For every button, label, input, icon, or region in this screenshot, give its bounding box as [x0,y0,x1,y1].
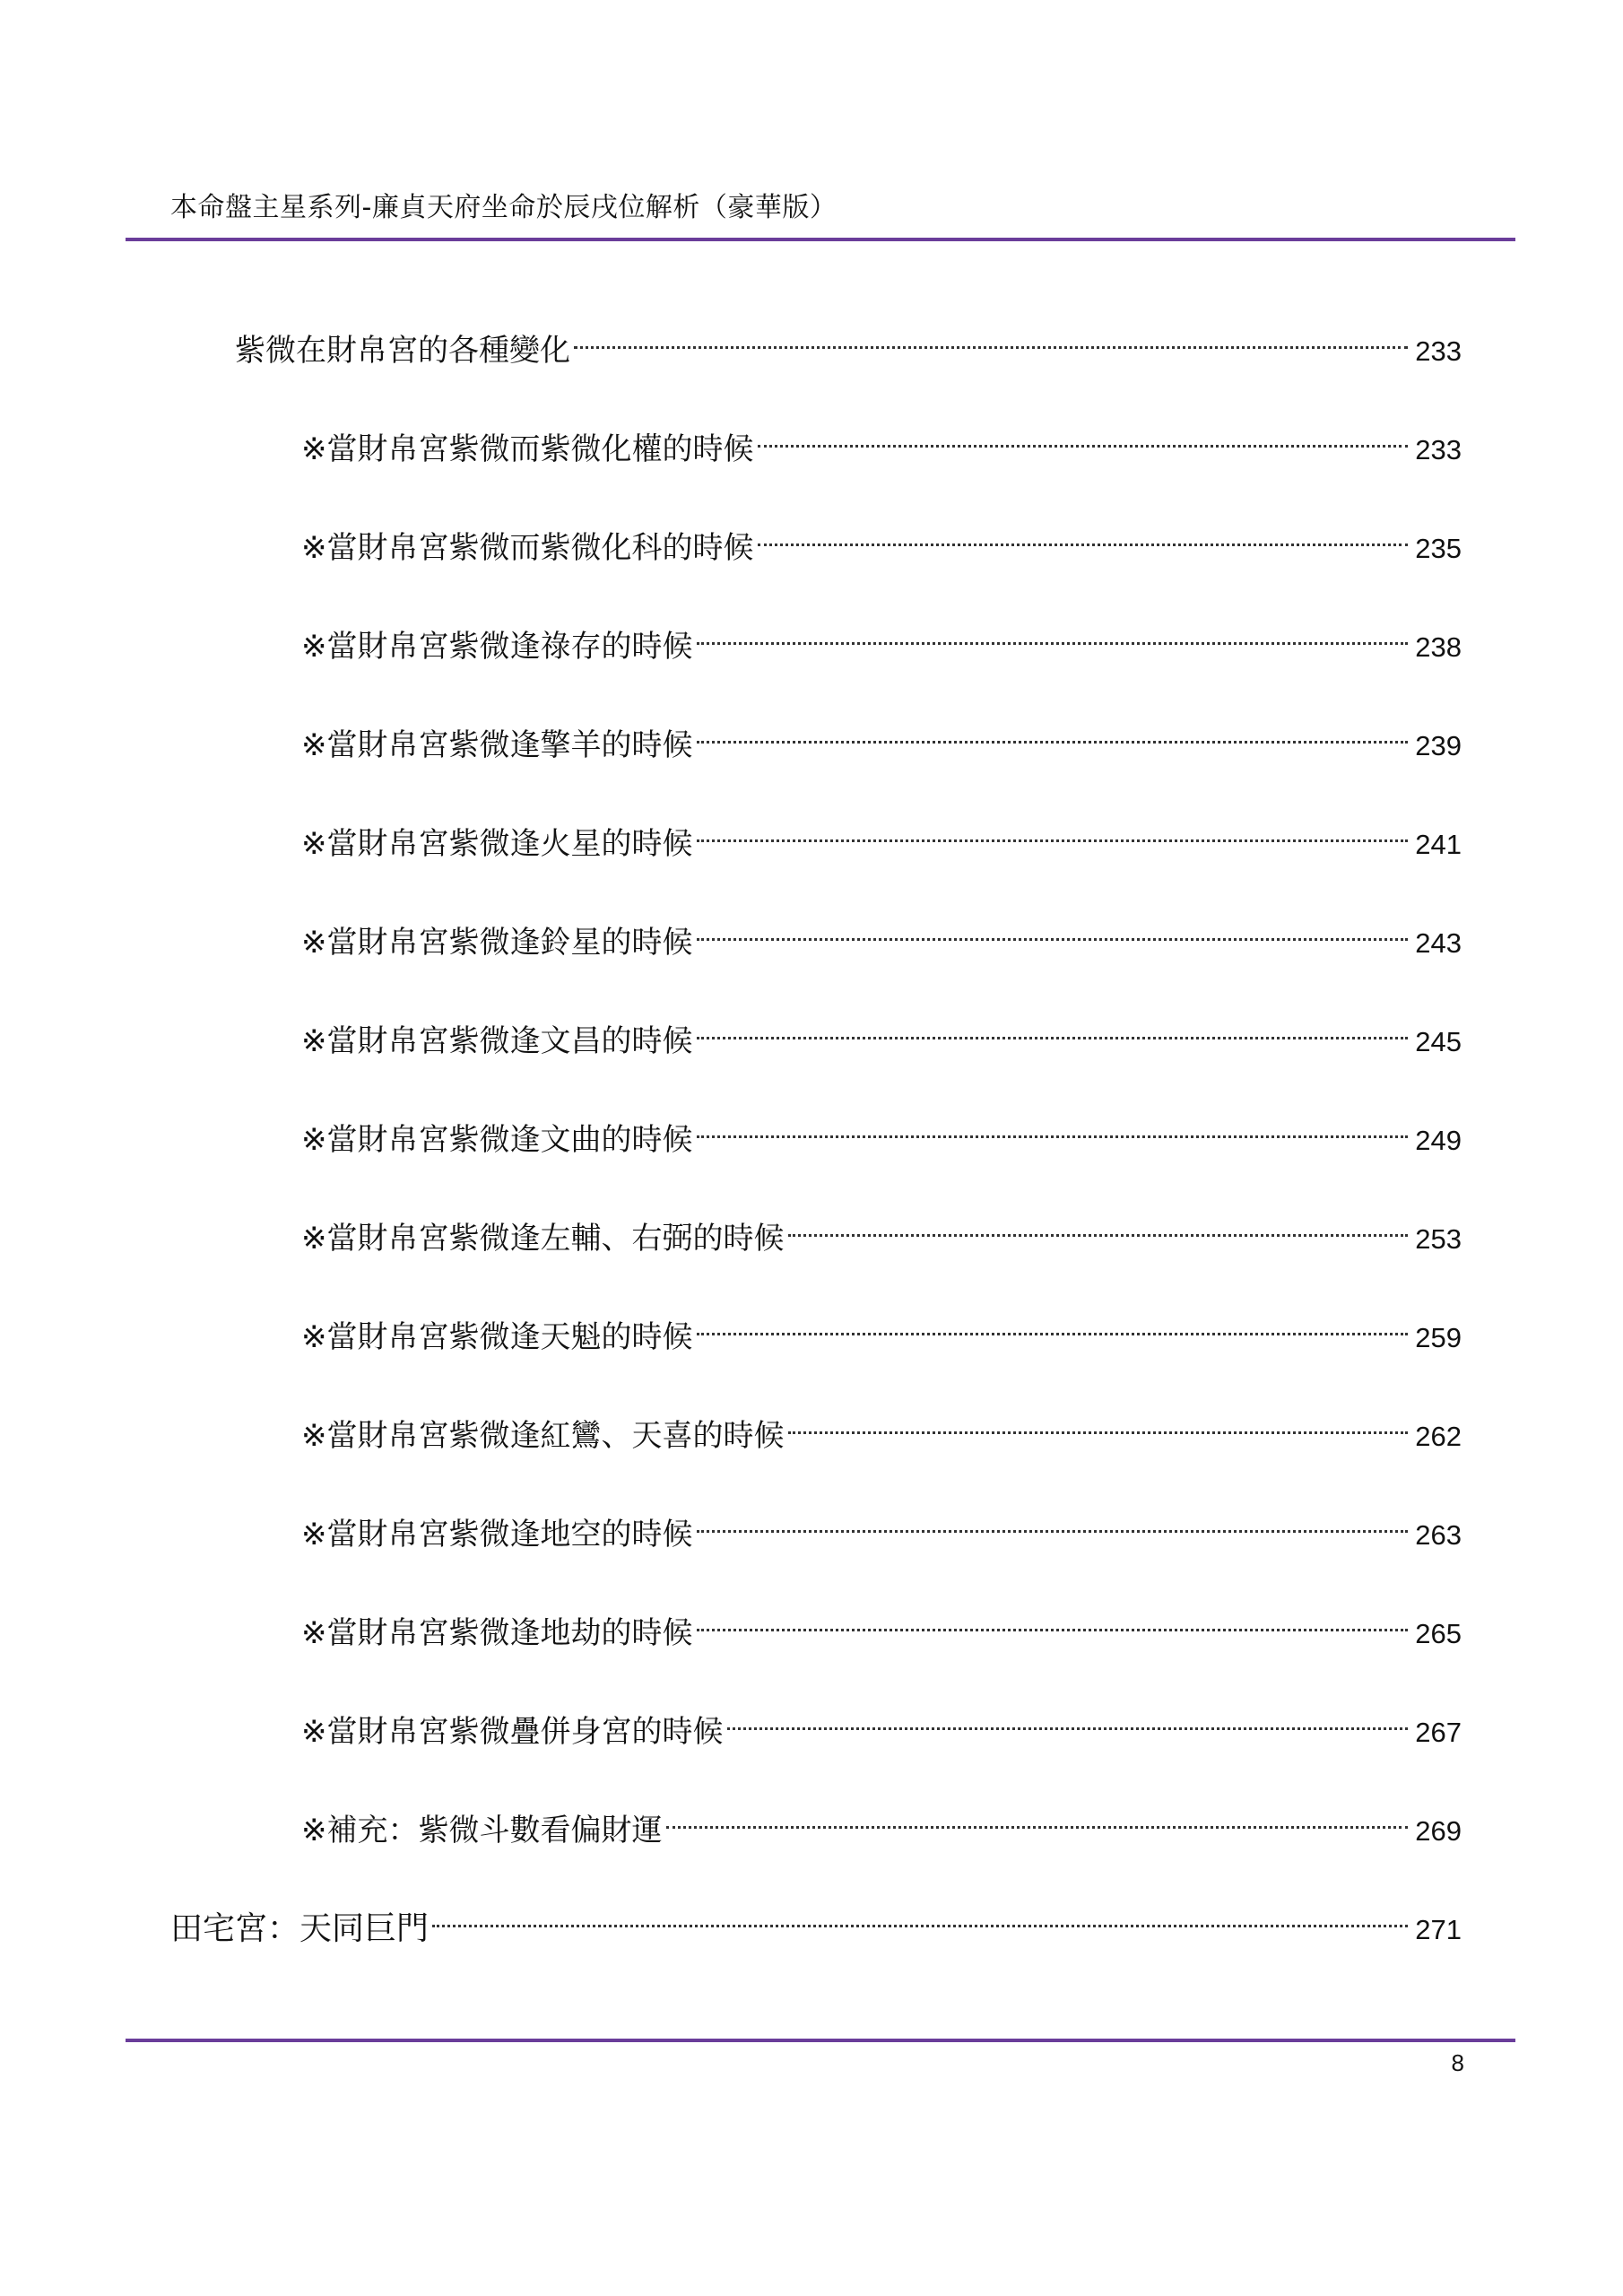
toc-entry-title: ※當財帛宮紫微逢火星的時候 [301,826,693,862]
toc-entry[interactable] [301,508,1462,566]
running-header: 本命盤主星系列-廉貞天府坐命於辰戌位解析（豪華版） [170,192,838,223]
toc-page-number: 249 [1415,1125,1462,1156]
toc-dot-leader [788,1396,1409,1446]
toc-entry[interactable] [301,1100,1462,1158]
toc-entry-title: ※當財帛宮紫微逢文昌的時候 [301,1023,693,1059]
toc-dot-leader [697,606,1409,657]
toc-dot-leader [697,1001,1409,1051]
toc-entry-title: ※當財帛宮紫微而紫微化科的時候 [301,530,754,566]
toc-entry[interactable] [301,409,1462,467]
toc-page-number: 233 [1415,335,1462,367]
toc-page-number: 253 [1415,1223,1462,1255]
toc-page-number: 238 [1415,631,1462,663]
toc-entry[interactable] [301,606,1462,665]
toc-dot-leader [727,1692,1409,1742]
toc-dot-leader [788,1198,1409,1248]
toc-dot-leader [697,1593,1409,1643]
toc-entry[interactable] [301,1790,1462,1848]
toc-dot-leader [758,409,1409,459]
toc-dot-leader [697,902,1409,952]
toc-dot-leader [697,1297,1409,1347]
toc-dot-leader [758,508,1409,558]
toc-dot-leader [432,1889,1408,1939]
toc-entry-title: ※當財帛宮紫微而紫微化權的時候 [301,431,754,467]
toc-page-number: 262 [1415,1421,1462,1452]
toc-page-number: 267 [1415,1717,1462,1748]
toc-entry-title: ※補充：紫微斗數看偏財運 [301,1813,663,1848]
toc-entry-title: ※當財帛宮紫微逢天魁的時候 [301,1319,693,1355]
toc-entry-title: ※當財帛宮紫微逢祿存的時候 [301,629,693,665]
toc-page-number: 269 [1415,1815,1462,1847]
toc-entry-title: ※當財帛宮紫微逢左輔、右弼的時候 [301,1221,785,1257]
toc-page-number: 263 [1415,1519,1462,1551]
toc-page-number: 233 [1415,434,1462,465]
toc-entry[interactable] [301,902,1462,961]
toc-dot-leader [697,1100,1409,1150]
toc-page-number: 243 [1415,927,1462,959]
toc-entry[interactable] [301,1593,1462,1651]
toc-entry-title: ※當財帛宮紫微逢紅鸞、天喜的時候 [301,1418,785,1454]
toc-page-number: 265 [1415,1618,1462,1649]
toc-entry-title: ※當財帛宮紫微逢擎羊的時候 [301,727,693,763]
toc-entry[interactable] [235,310,1462,369]
header-rule [126,238,1515,241]
toc-entry-title: 田宅宮：天同巨門 [170,1910,430,1947]
toc-entry[interactable] [301,1297,1462,1355]
toc-entry-title: ※當財帛宮紫微逢文曲的時候 [301,1122,693,1158]
footer-rule [126,2039,1515,2042]
toc-entry-title: ※當財帛宮紫微疊併身宮的時候 [301,1714,724,1750]
page-number: 8 [1451,2049,1464,2076]
toc-page-number: 241 [1415,829,1462,860]
toc-dot-leader [697,1494,1409,1544]
toc-entry-title: ※當財帛宮紫微逢鈴星的時候 [301,925,693,961]
toc-entry-title: ※當財帛宮紫微逢地劫的時候 [301,1615,693,1651]
toc-page-number: 259 [1415,1322,1462,1353]
toc-dot-leader [574,310,1408,361]
toc-entry-title: 紫微在財帛宮的各種變化 [235,333,570,369]
toc-entry[interactable] [301,1494,1462,1552]
toc-entry[interactable] [301,705,1462,763]
toc-entry-title: ※當財帛宮紫微逢地空的時候 [301,1517,693,1552]
toc-entry[interactable] [170,1889,1462,1947]
toc-page-number: 239 [1415,730,1462,761]
toc-dot-leader [697,804,1409,854]
toc-dot-leader [697,705,1409,755]
toc-entry[interactable] [301,1001,1462,1059]
toc-entry[interactable] [301,1692,1462,1750]
toc-page-number: 235 [1415,533,1462,564]
toc-page-number: 271 [1415,1914,1462,1945]
toc-dot-leader [666,1790,1409,1840]
toc-entry[interactable] [301,1198,1462,1257]
toc-entry[interactable] [301,804,1462,862]
toc-entry[interactable] [301,1396,1462,1454]
toc-page-number: 245 [1415,1026,1462,1057]
